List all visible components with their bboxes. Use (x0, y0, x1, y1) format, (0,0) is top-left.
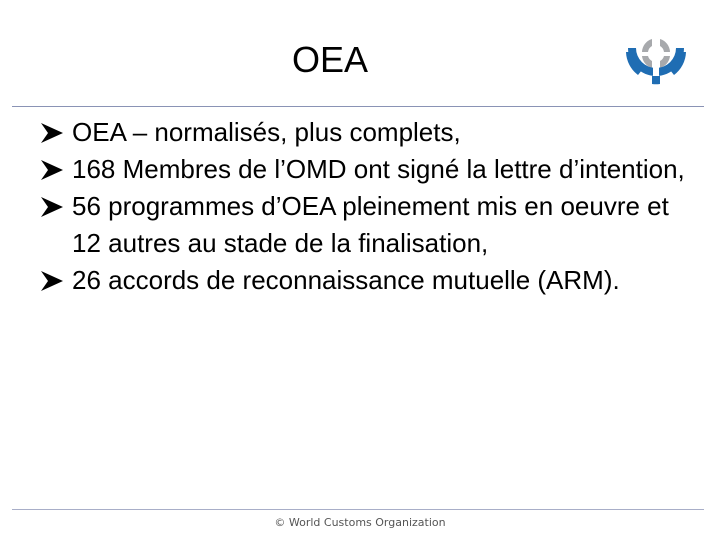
arrowhead-bullet-icon (40, 122, 64, 144)
bullet-item (40, 188, 690, 262)
bullet-item (40, 151, 690, 188)
bullet-item (40, 114, 690, 151)
bullet-list (40, 114, 690, 299)
bullet-item (40, 262, 690, 299)
bullet-text: 56 programmes d’OEA pleinement mis en oeuvre et 12 autres au stade de la finalisation, (72, 191, 669, 258)
footer-divider (12, 509, 704, 510)
bullet-text: 26 accords de reconnaissance mutuelle (ARM). (72, 265, 620, 295)
bullet-text: 168 Membres de l’OMD ont signé la lettre d’intention, (72, 154, 685, 184)
slide-title: OEA (291, 39, 369, 80)
title-divider (12, 106, 704, 107)
footer-copyright: © World Customs Organization (274, 516, 446, 529)
arrowhead-bullet-icon (40, 270, 64, 292)
arrowhead-bullet-icon (40, 159, 64, 181)
arrowhead-bullet-icon (40, 196, 64, 218)
bullet-text: OEA – normalisés, plus complets, (72, 117, 461, 147)
wco-logo-icon (622, 22, 690, 90)
